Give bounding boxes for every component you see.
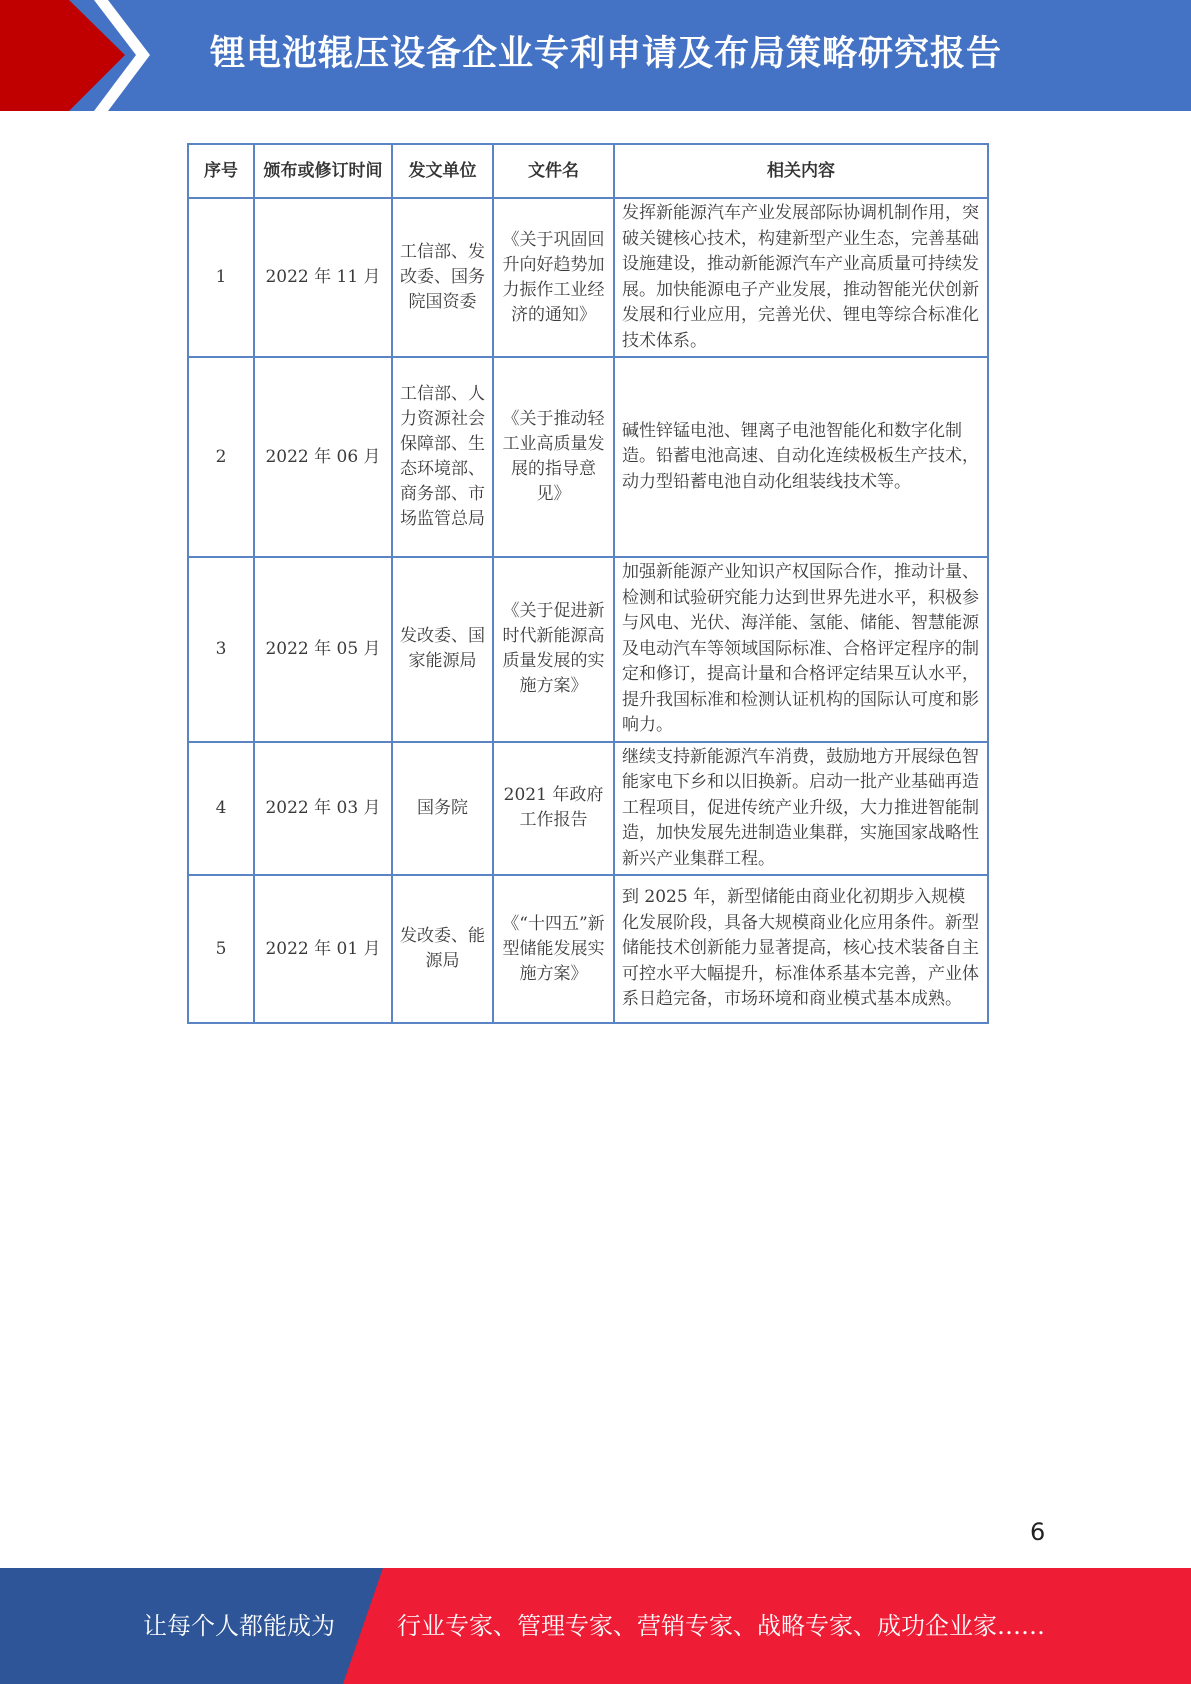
footer-slogan-right: 行业专家、管理专家、营销专家、战略专家、成功企业家…… bbox=[397, 1612, 1045, 1640]
cell-date: 2022 年 05 月 bbox=[254, 557, 392, 742]
cell-doc: 《关于推动轻工业高质量发展的指导意见》 bbox=[493, 357, 614, 557]
cell-no: 5 bbox=[188, 875, 254, 1023]
policy-table-container bbox=[187, 143, 987, 1024]
cell-doc: 《关于促进新时代新能源高质量发展的实施方案》 bbox=[493, 557, 614, 742]
cell-content: 碱性锌锰电池、锂离子电池智能化和数字化制造。铅蓄电池高速、自动化连续极板生产技术，动力型铅蓄电池自动化组装线技术等。 bbox=[614, 357, 988, 557]
page-header bbox=[0, 0, 1191, 111]
table-row bbox=[188, 557, 988, 742]
policy-table bbox=[187, 143, 989, 1024]
table-row bbox=[188, 198, 988, 357]
cell-issuer: 工信部、人力资源社会保障部、生态环境部、商务部、市场监管总局 bbox=[392, 357, 493, 557]
header-issuer: 发文单位 bbox=[392, 144, 493, 198]
table-header-row bbox=[188, 144, 988, 198]
header-doc: 文件名 bbox=[493, 144, 614, 198]
cell-date: 2022 年 06 月 bbox=[254, 357, 392, 557]
table-row bbox=[188, 357, 988, 557]
cell-date: 2022 年 11 月 bbox=[254, 198, 392, 357]
cell-no: 4 bbox=[188, 742, 254, 876]
footer-slogan-left: 让每个人都能成为 bbox=[143, 1612, 335, 1640]
cell-doc: 《关于巩固回升向好趋势加力振作工业经济的通知》 bbox=[493, 198, 614, 357]
header-red-chevron bbox=[0, 0, 150, 111]
cell-no: 1 bbox=[188, 198, 254, 357]
page-number: 6 bbox=[1030, 1518, 1046, 1546]
cell-doc: 《“十四五”新型储能发展实施方案》 bbox=[493, 875, 614, 1023]
cell-date: 2022 年 03 月 bbox=[254, 742, 392, 876]
cell-issuer: 国务院 bbox=[392, 742, 493, 876]
cell-content: 加强新能源产业知识产权国际合作，推动计量、检测和试验研究能力达到世界先进水平，积极参与风电、光伏、海洋能、氢能、储能、智慧能源及电动汽车等领域国际标准、合格评定程序的制定和修订，提高计量和合格评定结果互认水平，提升我国标准和检测认证机构的国际认可度和影响力。 bbox=[614, 557, 988, 742]
cell-content: 发挥新能源汽车产业发展部际协调机制作用，突破关键核心技术，构建新型产业生态，完善基础设施建设，推动新能源汽车产业高质量可持续发展。加快能源电子产业发展，推动智能光伏创新发展和行业应用，完善光伏、锂电等综合标准化技术体系。 bbox=[614, 198, 988, 357]
cell-issuer: 工信部、发改委、国务院国资委 bbox=[392, 198, 493, 357]
cell-no: 2 bbox=[188, 357, 254, 557]
cell-date: 2022 年 01 月 bbox=[254, 875, 392, 1023]
cell-issuer: 发改委、能源局 bbox=[392, 875, 493, 1023]
header-no: 序号 bbox=[188, 144, 254, 198]
cell-doc: 2021 年政府工作报告 bbox=[493, 742, 614, 876]
cell-issuer: 发改委、国家能源局 bbox=[392, 557, 493, 742]
cell-no: 3 bbox=[188, 557, 254, 742]
table-row bbox=[188, 742, 988, 876]
header-content: 相关内容 bbox=[614, 144, 988, 198]
page-footer bbox=[0, 1568, 1191, 1684]
cell-content: 继续支持新能源汽车消费，鼓励地方开展绿色智能家电下乡和以旧换新。启动一批产业基础再造工程项目，促进传统产业升级，大力推进智能制造，加快发展先进制造业集群，实施国家战略性新兴产业集群工程。 bbox=[614, 742, 988, 876]
cell-content: 到 2025 年，新型储能由商业化初期步入规模化发展阶段，具备大规模商业化应用条件。新型储能技术创新能力显著提高，核心技术装备自主可控水平大幅提升，标准体系基本完善，产业体系日趋完备，市场环境和商业模式基本成熟。 bbox=[614, 875, 988, 1023]
header-date: 颁布或修订时间 bbox=[254, 144, 392, 198]
report-title: 锂电池辊压设备企业专利申请及布局策略研究报告 bbox=[210, 34, 1003, 74]
table-row bbox=[188, 875, 988, 1023]
